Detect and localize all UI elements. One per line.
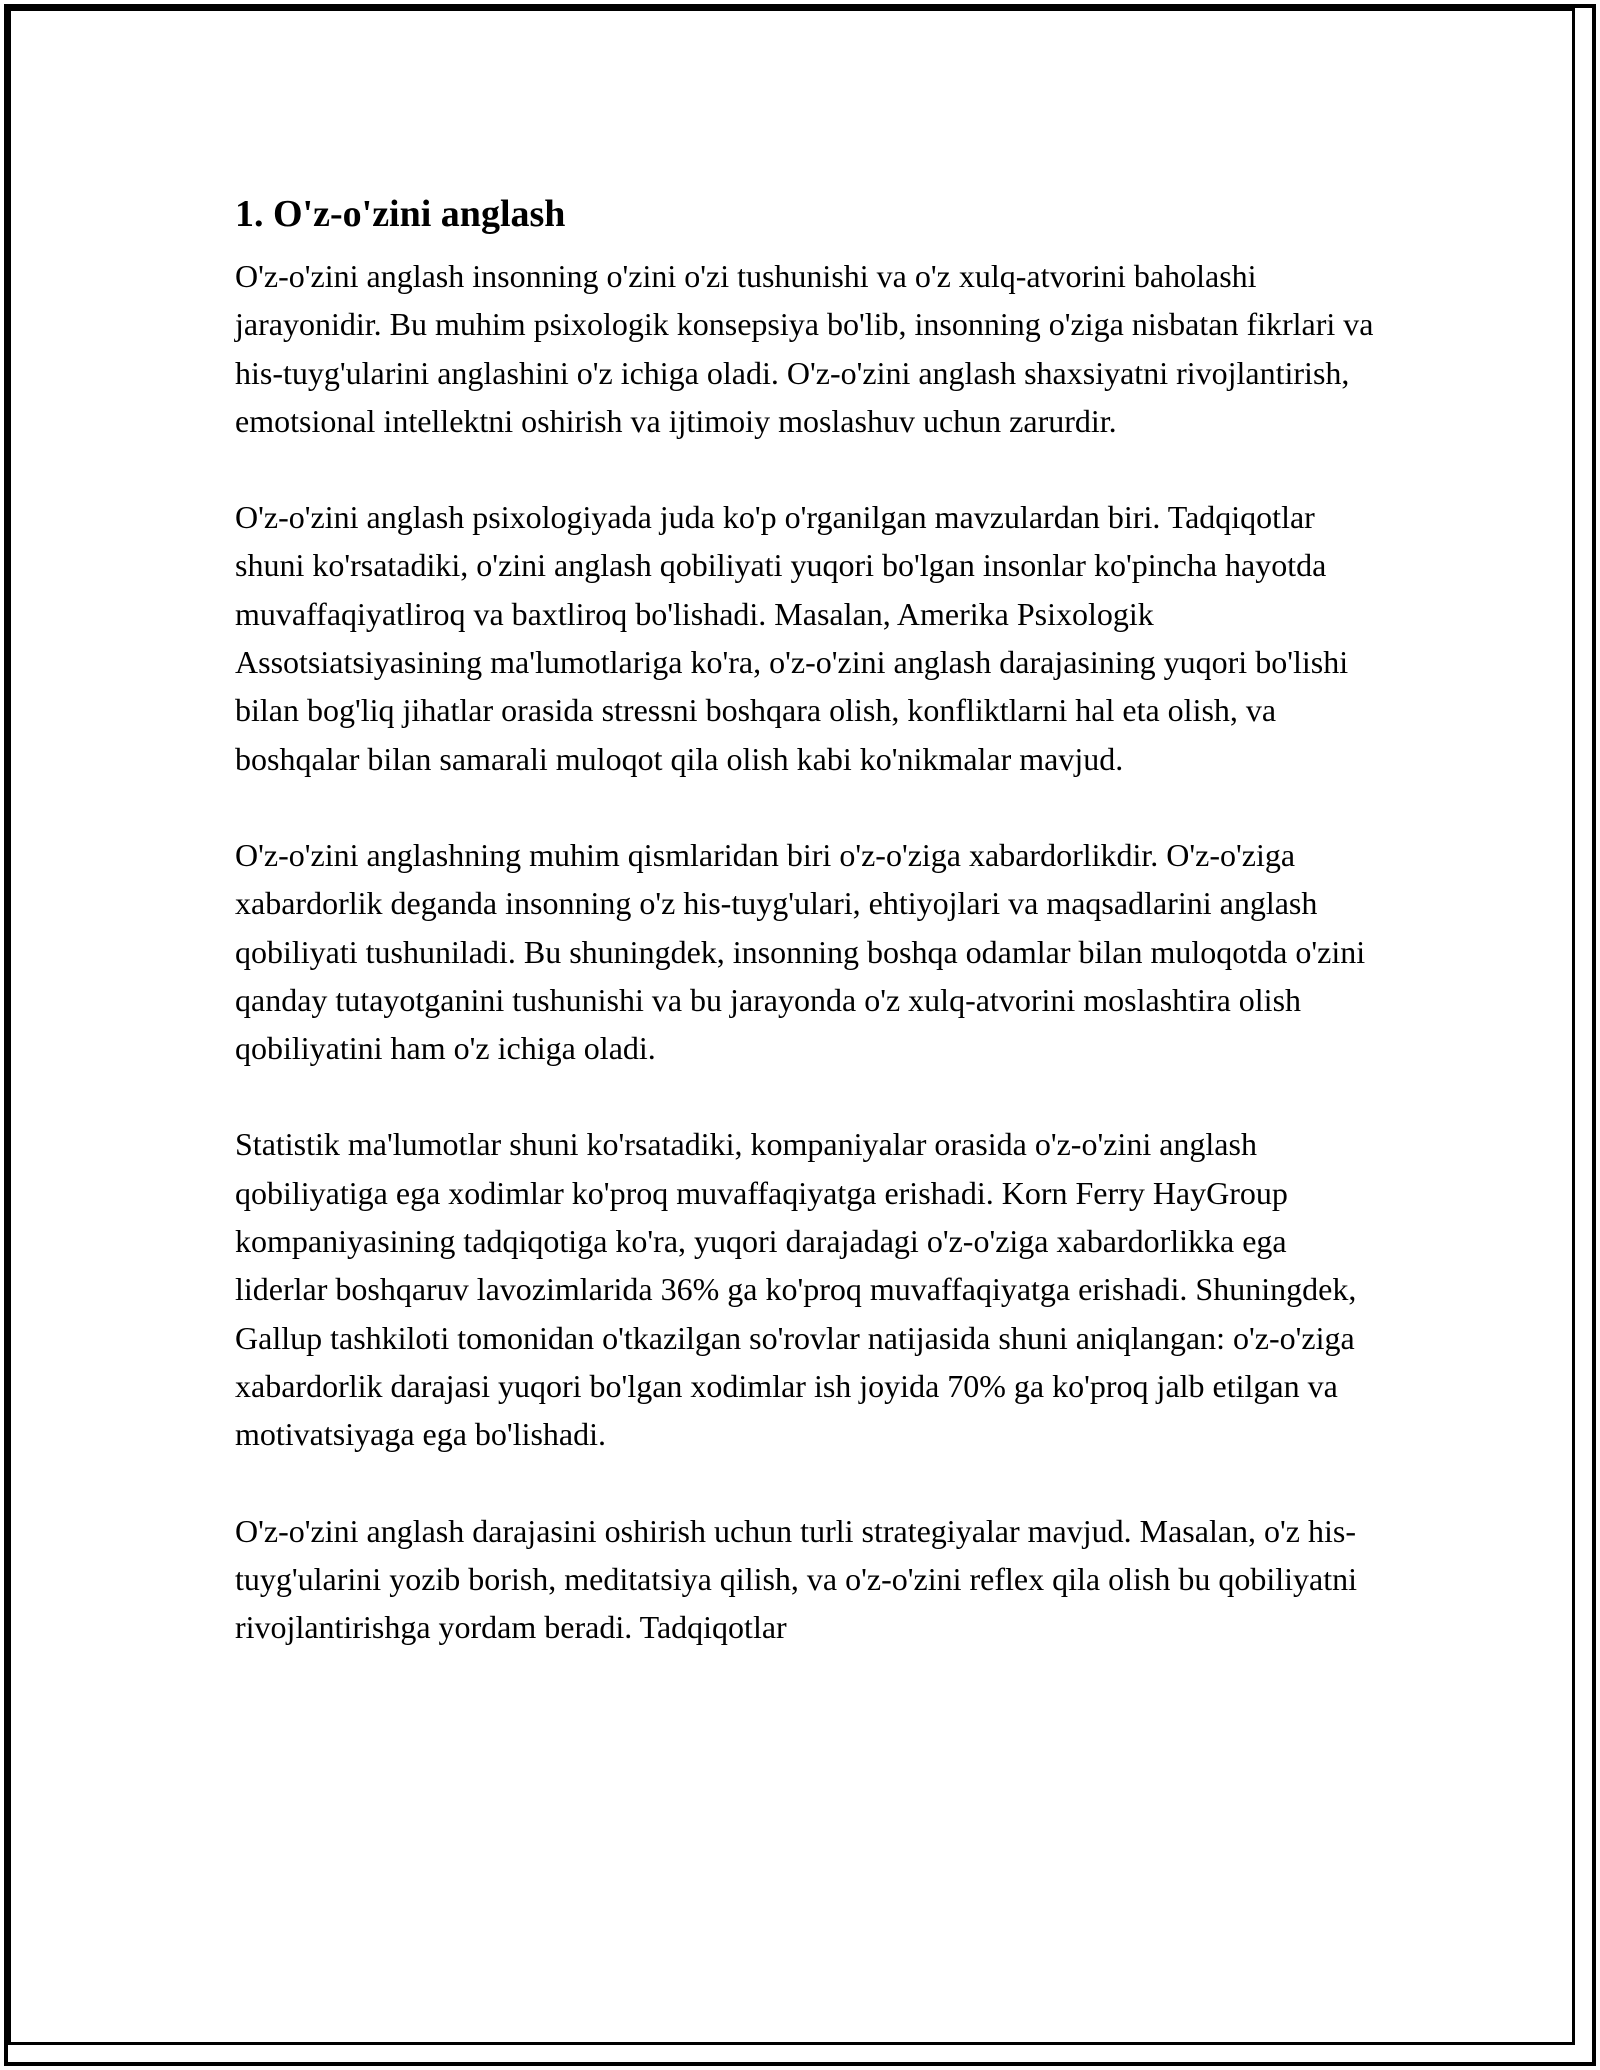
paragraph-2: O'z-o'zini anglash psixologiyada juda ko'p o'rganilgan mavzulardan biri. Tadqiqotlar shuni ko'rsatadiki, o'zini anglash qobiliyati yuqori bo'lgan insonlar ko'pincha hayotda muvaffaqiyatliroq va baxtliroq bo'lishadi. Masalan, Amerika Psixologik Assotsiatsiyasining ma'lumotlariga ko'ra, o'z-o'zini anglash darajasining yuqori bo'lishi bilan bog'liq jihatlar orasida stressni boshqara olish, konfliktlarni hal eta olish, va boshqalar bilan samarali muloqot qila olish kabi ko'nikmalar mavjud. bbox=[235, 499, 1349, 777]
section-heading: 1. O'z-o'zini anglash bbox=[235, 193, 566, 235]
paragraph-4: Statistik ma'lumotlar shuni ko'rsatadiki, kompaniyalar orasida o'z-o'zini anglash qobiliyatiga ega xodimlar ko'proq muvaffaqiyatga erishadi. Korn Ferry HayGroup kompaniyasining tadqiqotiga ko'ra, yuqori darajadagi o'z-o'ziga xabardorlikka ega liderlar boshqaruv lavozimlarida 36% ga ko'proq muvaffaqiyatga erishadi. Shuningdek, Gallup tashkiloti tomonidan o'tkazilgan so'rovlar natijasida shuni aniqlangan: o'z-o'ziga xabardorlik darajasi yuqori bo'lgan xodimlar ish joyida 70% ga ko'proq jalb etilgan va motivatsiyaga ega bo'lishadi. bbox=[235, 1126, 1357, 1453]
paragraph-3: O'z-o'zini anglashning muhim qismlaridan biri o'z-o'ziga xabardorlikdir. O'z-o'ziga xabardorlik deganda insonning o'z his-tuyg'ulari, ehtiyojlari va maqsadlarini anglash qobiliyati tushuniladi. Bu shuningdek, insonning boshqa odamlar bilan muloqotda o'zini qanday tutayotganini tushunishi va bu jarayonda o'z xulq-atvorini moslashtira olish qobiliyatini ham o'z ichiga oladi. bbox=[235, 836, 1366, 1067]
paragraph-1: O'z-o'zini anglash insonning o'zini o'zi tushunishi va o'z xulq-atvorini baholashi jarayonidir. Bu muhim psixologik konsepsiya bo'lib, insonning o'ziga nisbatan fikrlari va his-tuyg'ularini anglashini o'z ichiga oladi. O'z-o'zini anglash shaxsiyatni rivojlantirish, emotsional intellektni oshirish va ijtimoiy moslashuv uchun zarurdir. bbox=[235, 258, 1374, 439]
document-body bbox=[235, 186, 1375, 1699]
paragraph-5: O'z-o'zini anglash darajasini oshirish uchun turli strategiyalar mavjud. Masalan, o'z his-tuyg'ularini yozib borish, meditatsiya qilish, va o'z-o'zini reflex qila olish bu qobiliyatni rivojlantirishga yordam beradi. Tadqiqotlar bbox=[235, 1512, 1357, 1646]
